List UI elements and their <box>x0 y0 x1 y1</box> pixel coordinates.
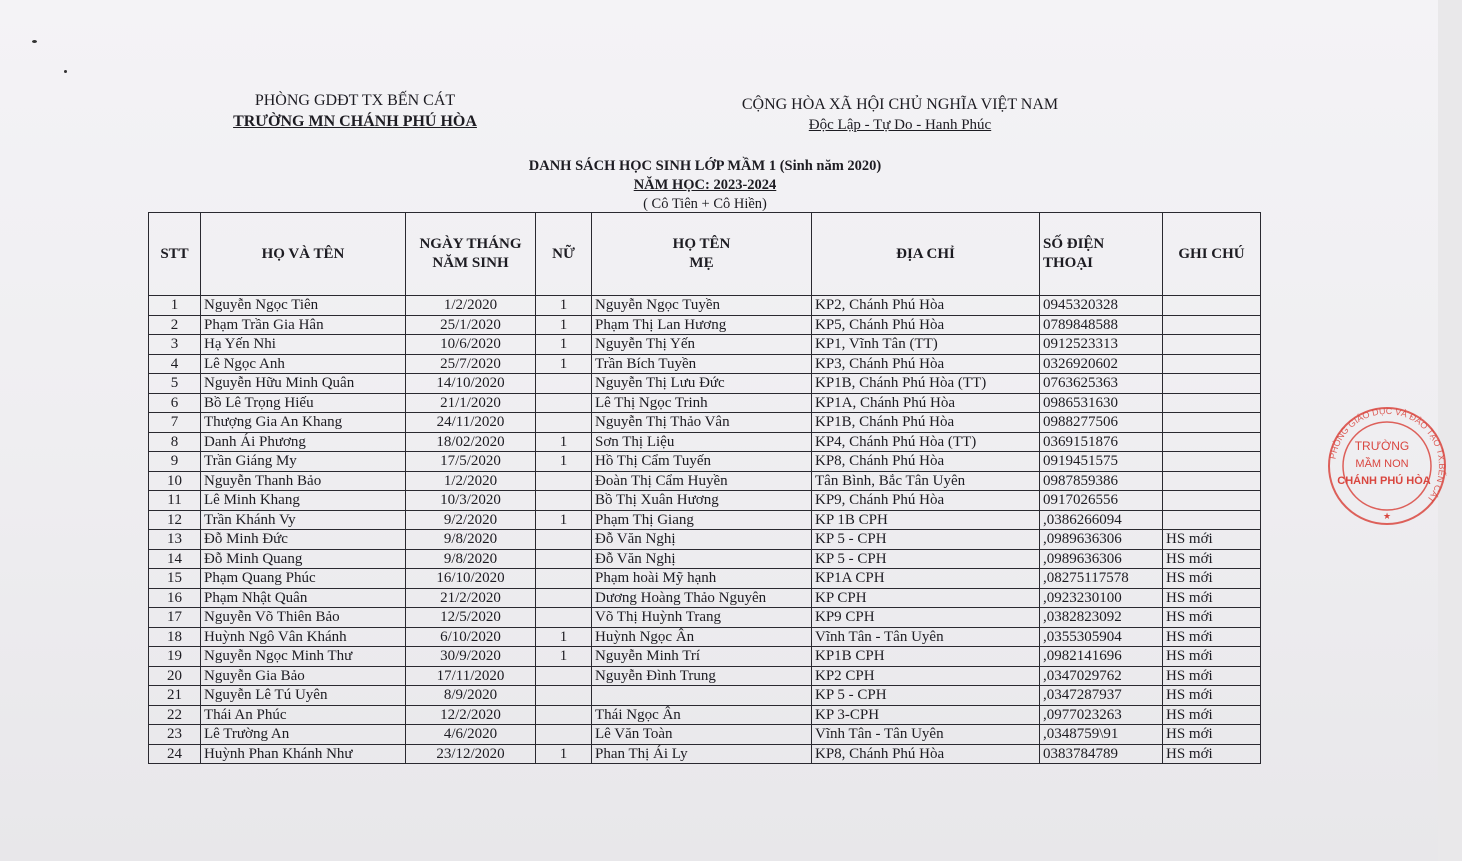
cell-phone: 0988277506 <box>1040 413 1163 433</box>
table-row <box>149 471 1261 491</box>
table-row <box>149 608 1261 628</box>
stamp-star-icon: ★ <box>1382 511 1392 521</box>
col-header-mother <box>592 213 812 296</box>
cell-stt: 8 <box>149 432 201 452</box>
cell-note <box>1163 315 1261 335</box>
cell-note: HS mới <box>1163 705 1261 725</box>
paper-speck <box>32 40 37 43</box>
col-header-dob <box>406 213 536 296</box>
cell-dob: 23/12/2020 <box>406 744 536 764</box>
cell-stt: 12 <box>149 510 201 530</box>
cell-phone: ,0382823092 <box>1040 608 1163 628</box>
cell-name: Lê Ngọc Anh <box>201 354 406 374</box>
cell-mother: Đoàn Thị Cẩm Huyền <box>592 471 812 491</box>
cell-note <box>1163 413 1261 433</box>
cell-name: Nguyễn Ngọc Minh Thư <box>201 647 406 667</box>
cell-name: Đỗ Minh Đức <box>201 530 406 550</box>
cell-stt: 14 <box>149 549 201 569</box>
cell-note <box>1163 335 1261 355</box>
cell-dob: 17/11/2020 <box>406 666 536 686</box>
table-body <box>149 296 1261 764</box>
school-name: TRƯỜNG MN CHÁNH PHÚ HÒA <box>233 113 477 130</box>
cell-dob: 9/8/2020 <box>406 530 536 550</box>
table-row <box>149 666 1261 686</box>
table-row <box>149 335 1261 355</box>
cell-stt: 4 <box>149 354 201 374</box>
cell-name: Bồ Lê Trọng Hiếu <box>201 393 406 413</box>
cell-female <box>536 686 592 706</box>
table-row <box>149 296 1261 316</box>
table-row <box>149 705 1261 725</box>
cell-address: KP1A, Chánh Phú Hòa <box>812 393 1040 413</box>
cell-phone: ,0347029762 <box>1040 666 1163 686</box>
cell-stt: 13 <box>149 530 201 550</box>
cell-phone: 0912523313 <box>1040 335 1163 355</box>
cell-stt: 21 <box>149 686 201 706</box>
cell-dob: 12/5/2020 <box>406 608 536 628</box>
cell-mother: Nguyễn Đình Trung <box>592 666 812 686</box>
cell-mother: Trần Bích Tuyền <box>592 354 812 374</box>
cell-name: Hạ Yến Nhi <box>201 335 406 355</box>
cell-phone: ,0348759\91 <box>1040 725 1163 745</box>
cell-mother: Lê Văn Toàn <box>592 725 812 745</box>
cell-note: HS mới <box>1163 530 1261 550</box>
table-row <box>149 686 1261 706</box>
cell-dob: 10/3/2020 <box>406 491 536 511</box>
cell-address: KP 3-CPH <box>812 705 1040 725</box>
table-row <box>149 452 1261 472</box>
table-row <box>149 627 1261 647</box>
cell-dob: 24/11/2020 <box>406 413 536 433</box>
cell-dob: 30/9/2020 <box>406 647 536 667</box>
cell-phone: 0383784789 <box>1040 744 1163 764</box>
cell-mother: Nguyễn Minh Trí <box>592 647 812 667</box>
cell-phone: ,0923230100 <box>1040 588 1163 608</box>
cell-address: KP 1B CPH <box>812 510 1040 530</box>
title-main: DANH SÁCH HỌC SINH LỚP MẦM 1 (Sinh năm 2020) <box>528 158 882 174</box>
cell-mother: Nguyễn Thị Thảo Vân <box>592 413 812 433</box>
cell-stt: 18 <box>149 627 201 647</box>
cell-stt: 22 <box>149 705 201 725</box>
cell-name: Đỗ Minh Quang <box>201 549 406 569</box>
cell-female <box>536 471 592 491</box>
national-motto: Độc Lập - Tự Do - Hanh Phúc <box>808 117 992 133</box>
cell-dob: 10/6/2020 <box>406 335 536 355</box>
cell-phone: ,08275117578 <box>1040 569 1163 589</box>
cell-mother: Bồ Thị Xuân Hương <box>592 491 812 511</box>
col-header-stt: STT <box>149 213 201 296</box>
cell-name: Phạm Quang Phúc <box>201 569 406 589</box>
school-stamp <box>1312 406 1448 526</box>
cell-note <box>1163 296 1261 316</box>
cell-note: HS mới <box>1163 666 1261 686</box>
cell-mother: Nguyễn Thị Lưu Đức <box>592 374 812 394</box>
cell-female <box>536 393 592 413</box>
cell-note: HS mới <box>1163 608 1261 628</box>
cell-mother: Đỗ Văn Nghị <box>592 549 812 569</box>
cell-mother: Võ Thị Huỳnh Trang <box>592 608 812 628</box>
cell-note: HS mới <box>1163 744 1261 764</box>
cell-phone: ,0386266094 <box>1040 510 1163 530</box>
cell-note: HS mới <box>1163 627 1261 647</box>
cell-mother: Phạm Thị Giang <box>592 510 812 530</box>
paper-speck <box>64 70 67 73</box>
cell-stt: 10 <box>149 471 201 491</box>
table-row <box>149 432 1261 452</box>
table-row <box>149 725 1261 745</box>
cell-name: Lê Trường An <box>201 725 406 745</box>
cell-note <box>1163 354 1261 374</box>
cell-female <box>536 608 592 628</box>
stamp-seal <box>1312 406 1462 526</box>
cell-dob: 12/2/2020 <box>406 705 536 725</box>
cell-female <box>536 413 592 433</box>
cell-stt: 23 <box>149 725 201 745</box>
cell-name: Nguyễn Hữu Minh Quân <box>201 374 406 394</box>
cell-stt: 7 <box>149 413 201 433</box>
cell-stt: 15 <box>149 569 201 589</box>
cell-phone: 0945320328 <box>1040 296 1163 316</box>
cell-female <box>536 725 592 745</box>
cell-address: KP8, Chánh Phú Hòa <box>812 744 1040 764</box>
cell-dob: 9/2/2020 <box>406 510 536 530</box>
cell-mother: Đỗ Văn Nghị <box>592 530 812 550</box>
cell-female: 1 <box>536 647 592 667</box>
cell-mother: Phạm Thị Lan Hương <box>592 315 812 335</box>
cell-stt: 16 <box>149 588 201 608</box>
cell-dob: 1/2/2020 <box>406 471 536 491</box>
cell-female: 1 <box>536 432 592 452</box>
cell-name: Danh Ái Phương <box>201 432 406 452</box>
cell-dob: 1/2/2020 <box>406 296 536 316</box>
cell-female: 1 <box>536 296 592 316</box>
cell-note: HS mới <box>1163 647 1261 667</box>
cell-address: KP3, Chánh Phú Hòa <box>812 354 1040 374</box>
cell-note <box>1163 393 1261 413</box>
cell-female: 1 <box>536 315 592 335</box>
col-header-address: ĐỊA CHỈ <box>812 213 1040 296</box>
cell-phone: 0763625363 <box>1040 374 1163 394</box>
department-name: PHÒNG GDĐT TX BẾN CÁT <box>254 92 456 109</box>
cell-dob: 6/10/2020 <box>406 627 536 647</box>
cell-mother: Huỳnh Ngọc Ân <box>592 627 812 647</box>
table-row <box>149 530 1261 550</box>
cell-phone: 0326920602 <box>1040 354 1163 374</box>
cell-phone: 0919451575 <box>1040 452 1163 472</box>
cell-stt: 5 <box>149 374 201 394</box>
cell-address: KP2 CPH <box>812 666 1040 686</box>
cell-stt: 11 <box>149 491 201 511</box>
cell-name: Nguyễn Võ Thiên Bảo <box>201 608 406 628</box>
cell-note: HS mới <box>1163 686 1261 706</box>
cell-address: Vĩnh Tân - Tân Uyên <box>812 725 1040 745</box>
student-roster-table <box>148 212 1261 764</box>
cell-name: Nguyễn Thanh Bảo <box>201 471 406 491</box>
cell-phone: ,0982141696 <box>1040 647 1163 667</box>
cell-female <box>536 374 592 394</box>
table-row <box>149 374 1261 394</box>
cell-note: HS mới <box>1163 725 1261 745</box>
cell-mother: Phan Thị Ái Ly <box>592 744 812 764</box>
cell-note: HS mới <box>1163 549 1261 569</box>
cell-name: Trần Khánh Vy <box>201 510 406 530</box>
cell-stt: 1 <box>149 296 201 316</box>
phone-header-line1: SỐ ĐIỆN <box>1043 236 1105 252</box>
table-header-row <box>149 213 1261 296</box>
cell-female <box>536 588 592 608</box>
cell-address: KP4, Chánh Phú Hòa (TT) <box>812 432 1040 452</box>
cell-dob: 21/2/2020 <box>406 588 536 608</box>
cell-name: Lê Minh Khang <box>201 491 406 511</box>
dob-header-line2: NĂM SINH <box>432 255 509 271</box>
cell-address: KP CPH <box>812 588 1040 608</box>
cell-female: 1 <box>536 452 592 472</box>
nation-title: CỘNG HÒA XÃ HỘI CHỦ NGHĨA VIỆT NAM <box>741 96 1059 113</box>
cell-mother: Dương Hoàng Thảo Nguyên <box>592 588 812 608</box>
school-year: NĂM HỌC: 2023-2024 <box>633 177 777 193</box>
mother-header-line2: MẸ <box>689 255 714 271</box>
cell-phone: ,0989636306 <box>1040 549 1163 569</box>
cell-mother: Nguyễn Ngọc Tuyền <box>592 296 812 316</box>
cell-stt: 20 <box>149 666 201 686</box>
cell-address: KP1, Vĩnh Tân (TT) <box>812 335 1040 355</box>
cell-mother: Phạm hoài Mỹ hạnh <box>592 569 812 589</box>
cell-phone: ,0977023263 <box>1040 705 1163 725</box>
cell-dob: 17/5/2020 <box>406 452 536 472</box>
cell-dob: 9/8/2020 <box>406 549 536 569</box>
cell-stt: 2 <box>149 315 201 335</box>
header-right <box>715 94 1085 136</box>
table-row <box>149 569 1261 589</box>
cell-address: Tân Bình, Bắc Tân Uyên <box>812 471 1040 491</box>
cell-stt: 9 <box>149 452 201 472</box>
cell-address: KP1B, Chánh Phú Hòa (TT) <box>812 374 1040 394</box>
stamp-line3: CHÁNH PHÚ HÒA <box>1337 475 1431 487</box>
cell-mother <box>592 686 812 706</box>
cell-dob: 21/1/2020 <box>406 393 536 413</box>
document-title <box>430 157 980 214</box>
cell-female: 1 <box>536 335 592 355</box>
cell-address: KP2, Chánh Phú Hòa <box>812 296 1040 316</box>
cell-name: Nguyễn Ngọc Tiên <box>201 296 406 316</box>
cell-address: KP 5 - CPH <box>812 549 1040 569</box>
cell-phone: 0789848588 <box>1040 315 1163 335</box>
dob-header-line1: NGÀY THÁNG <box>419 236 522 252</box>
table-row <box>149 647 1261 667</box>
table-row <box>149 413 1261 433</box>
cell-stt: 19 <box>149 647 201 667</box>
cell-name: Nguyễn Lê Tú Uyên <box>201 686 406 706</box>
cell-address: KP 5 - CPH <box>812 686 1040 706</box>
cell-mother: Hồ Thị Cẩm Tuyến <box>592 452 812 472</box>
cell-name: Huỳnh Ngô Vân Khánh <box>201 627 406 647</box>
cell-female <box>536 491 592 511</box>
table-row <box>149 510 1261 530</box>
cell-dob: 25/7/2020 <box>406 354 536 374</box>
table-row <box>149 354 1261 374</box>
col-header-name: HỌ VÀ TÊN <box>201 213 406 296</box>
stamp-line1: TRƯỜNG <box>1354 439 1410 453</box>
cell-stt: 3 <box>149 335 201 355</box>
cell-phone: 0917026556 <box>1040 491 1163 511</box>
cell-phone: 0369151876 <box>1040 432 1163 452</box>
cell-dob: 16/10/2020 <box>406 569 536 589</box>
col-header-phone <box>1040 213 1163 296</box>
cell-name: Thượng Gia An Khang <box>201 413 406 433</box>
cell-phone: 0987859386 <box>1040 471 1163 491</box>
cell-mother: Thái Ngọc Ân <box>592 705 812 725</box>
cell-female <box>536 705 592 725</box>
cell-mother: Lê Thị Ngọc Trinh <box>592 393 812 413</box>
cell-dob: 8/9/2020 <box>406 686 536 706</box>
cell-note: HS mới <box>1163 569 1261 589</box>
cell-phone: ,0347287937 <box>1040 686 1163 706</box>
cell-note <box>1163 491 1261 511</box>
table-row <box>149 588 1261 608</box>
cell-note <box>1163 471 1261 491</box>
cell-phone: ,0989636306 <box>1040 530 1163 550</box>
cell-name: Nguyễn Gia Bảo <box>201 666 406 686</box>
cell-address: Vĩnh Tân - Tân Uyên <box>812 627 1040 647</box>
cell-phone: ,0355305904 <box>1040 627 1163 647</box>
cell-dob: 14/10/2020 <box>406 374 536 394</box>
header-left <box>200 90 510 132</box>
cell-stt: 17 <box>149 608 201 628</box>
cell-address: KP1B CPH <box>812 647 1040 667</box>
cell-address: KP8, Chánh Phú Hòa <box>812 452 1040 472</box>
cell-mother: Nguyễn Thị Yến <box>592 335 812 355</box>
cell-female: 1 <box>536 744 592 764</box>
cell-name: Phạm Nhật Quân <box>201 588 406 608</box>
table-row <box>149 491 1261 511</box>
cell-address: KP9, Chánh Phú Hòa <box>812 491 1040 511</box>
cell-address: KP1B, Chánh Phú Hòa <box>812 413 1040 433</box>
stamp-line2: MẦM NON <box>1355 458 1409 470</box>
table-row <box>149 549 1261 569</box>
cell-address: KP 5 - CPH <box>812 530 1040 550</box>
cell-stt: 6 <box>149 393 201 413</box>
cell-female <box>536 549 592 569</box>
stamp-ring-text: PHÒNG GIÁO DỤC VÀ ĐÀO TẠO TX.BẾN CÁT <box>1327 406 1448 505</box>
cell-phone: 0986531630 <box>1040 393 1163 413</box>
phone-header-line2: THOẠI <box>1043 255 1094 271</box>
cell-mother: Sơn Thị Liệu <box>592 432 812 452</box>
table-row <box>149 744 1261 764</box>
cell-dob: 4/6/2020 <box>406 725 536 745</box>
cell-note: HS mới <box>1163 588 1261 608</box>
cell-female <box>536 530 592 550</box>
cell-note <box>1163 374 1261 394</box>
cell-name: Thái An Phúc <box>201 705 406 725</box>
cell-dob: 18/02/2020 <box>406 432 536 452</box>
table-row <box>149 393 1261 413</box>
cell-female <box>536 569 592 589</box>
cell-note <box>1163 510 1261 530</box>
col-header-note: GHI CHÚ <box>1163 213 1261 296</box>
cell-name: Trần Giáng My <box>201 452 406 472</box>
cell-name: Huỳnh Phan Khánh Như <box>201 744 406 764</box>
cell-name: Phạm Trần Gia Hân <box>201 315 406 335</box>
cell-female: 1 <box>536 354 592 374</box>
cell-stt: 24 <box>149 744 201 764</box>
mother-header-line1: HỌ TÊN <box>672 236 731 252</box>
cell-dob: 25/1/2020 <box>406 315 536 335</box>
cell-address: KP9 CPH <box>812 608 1040 628</box>
cell-note <box>1163 452 1261 472</box>
cell-address: KP5, Chánh Phú Hòa <box>812 315 1040 335</box>
cell-address: KP1A CPH <box>812 569 1040 589</box>
table-row <box>149 315 1261 335</box>
cell-female <box>536 666 592 686</box>
cell-note <box>1163 432 1261 452</box>
cell-female: 1 <box>536 627 592 647</box>
col-header-female: NỮ <box>536 213 592 296</box>
cell-female: 1 <box>536 510 592 530</box>
teachers-line: ( Cô Tiên + Cô Hiền) <box>643 196 767 212</box>
